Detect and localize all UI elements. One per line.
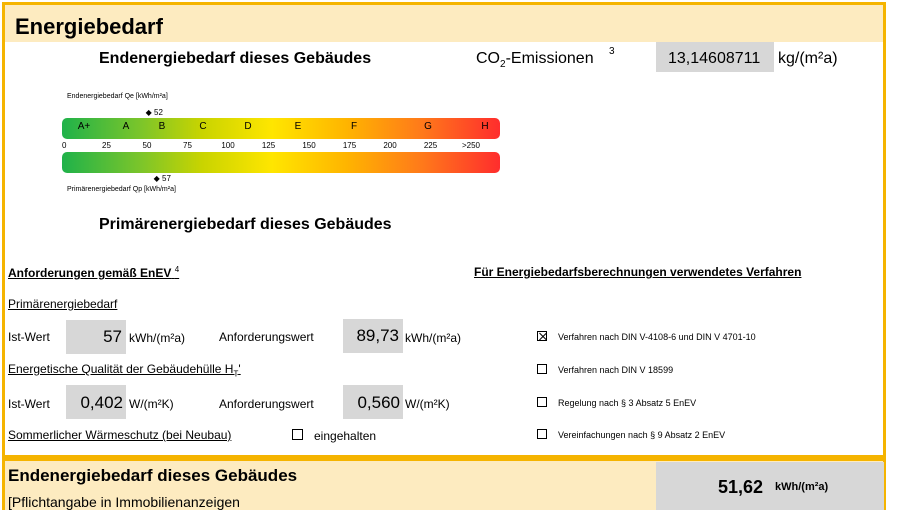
ist2-label: Ist-Wert bbox=[8, 397, 50, 411]
tick-label: 150 bbox=[302, 141, 316, 150]
method-checkbox[interactable] bbox=[537, 397, 547, 407]
tick-label: 175 bbox=[342, 141, 357, 150]
ist-unit: kWh/(m²a) bbox=[129, 331, 185, 345]
diamond-icon: ◆ bbox=[153, 174, 160, 183]
tick-label: 0 bbox=[62, 141, 67, 150]
req-value: 89,73 bbox=[356, 326, 399, 345]
tick-label: 100 bbox=[221, 141, 235, 150]
bottom-marker: ◆ 57 bbox=[153, 174, 171, 183]
tick-label: 50 bbox=[142, 141, 152, 150]
req-label: Anforderungswert bbox=[219, 330, 314, 344]
bottom-value-box bbox=[656, 462, 884, 510]
class-label: H bbox=[481, 121, 489, 132]
diamond-icon: ◆ bbox=[145, 108, 152, 117]
title-bar bbox=[2, 2, 886, 42]
class-label: B bbox=[158, 121, 166, 132]
bottom-unit: kWh/(m²a) bbox=[775, 481, 829, 493]
method-label: Verfahren nach DIN V 18599 bbox=[558, 365, 674, 375]
method-label: Verfahren nach DIN V-4108-6 und DIN V 4701-10 bbox=[558, 332, 756, 342]
class-label: D bbox=[244, 121, 252, 132]
ist2-unit: W/(m²K) bbox=[129, 397, 174, 411]
method-label: Regelung nach § 3 Absatz 5 EnEV bbox=[558, 398, 697, 408]
primary-requirement-label: Primärenergiebedarf bbox=[8, 297, 118, 311]
ist-label: Ist-Wert bbox=[8, 330, 50, 344]
req-unit: kWh/(m²a) bbox=[405, 331, 461, 345]
primary-bar bbox=[62, 152, 500, 173]
tick-label: 25 bbox=[102, 141, 111, 150]
method-checkbox[interactable] bbox=[537, 429, 547, 439]
method-checkbox[interactable] bbox=[537, 331, 547, 341]
ist2-value: 0,402 bbox=[80, 393, 123, 412]
class-label: G bbox=[424, 121, 432, 132]
envelope-label: Energetische Qualität der Gebäudehülle $H_T'$ bbox=[8, 362, 241, 379]
tick-label: 200 bbox=[383, 141, 397, 150]
ist-value: 57 bbox=[103, 327, 122, 346]
tick-label: 125 bbox=[261, 141, 276, 150]
class-label: A+ bbox=[77, 121, 91, 132]
tick-label: 225 bbox=[423, 141, 438, 150]
summer-checkbox[interactable] bbox=[292, 429, 303, 440]
summer-label: Sommerlicher Wärmeschutz (bei Neubau) bbox=[8, 428, 232, 442]
summer-option: eingehalten bbox=[314, 429, 377, 443]
bottom-heading: Endenergiebedarf dieses Gebäudes bbox=[8, 466, 298, 485]
content-frame bbox=[2, 42, 886, 458]
co2-unit: kg/(m²a) bbox=[778, 50, 838, 67]
primary-energy-heading: Primärenergiebedarf dieses Gebäudes bbox=[99, 216, 392, 233]
bottom-value: 51,62 bbox=[718, 477, 764, 497]
tick-label: >250 bbox=[461, 141, 481, 150]
req2-label: Anforderungswert bbox=[219, 397, 314, 411]
method-label: Vereinfachungen nach § 9 Absatz 2 EnEV bbox=[558, 430, 726, 440]
end-energy-heading: Endenergiebedarf dieses Gebäudes bbox=[99, 50, 372, 67]
page-title: Energiebedarf bbox=[15, 14, 163, 39]
top-marker: ◆ 52 bbox=[145, 108, 163, 117]
co2-footnote: 3 bbox=[609, 46, 615, 57]
class-label: A bbox=[122, 121, 130, 132]
co2-value: 13,14608711 bbox=[668, 50, 761, 67]
class-label: F bbox=[350, 121, 358, 132]
requirements-heading: Anforderungen gemäß EnEV $^4$ bbox=[8, 265, 180, 280]
co2-label: $CO_2$-Emissionen bbox=[476, 50, 594, 71]
req2-value: 0,560 bbox=[357, 393, 400, 412]
scale-bottom-label: Primärenergiebedarf Qp [kWh/m²a] bbox=[67, 186, 176, 193]
bottom-subtext: [Pflichtangabe in Immobilienanzeigen bbox=[8, 494, 240, 510]
req2-unit: W/(m²K) bbox=[405, 397, 450, 411]
methods-heading: Für Energiebedarfsberechnungen verwendetes Verfahren bbox=[474, 265, 802, 279]
class-label: C bbox=[199, 121, 207, 132]
method-checkbox[interactable] bbox=[537, 364, 547, 374]
scale-top-label: Endenergiebedarf Qe [kWh/m²a] bbox=[67, 93, 168, 100]
class-label: E bbox=[294, 121, 302, 132]
tick-label: 75 bbox=[183, 141, 192, 150]
